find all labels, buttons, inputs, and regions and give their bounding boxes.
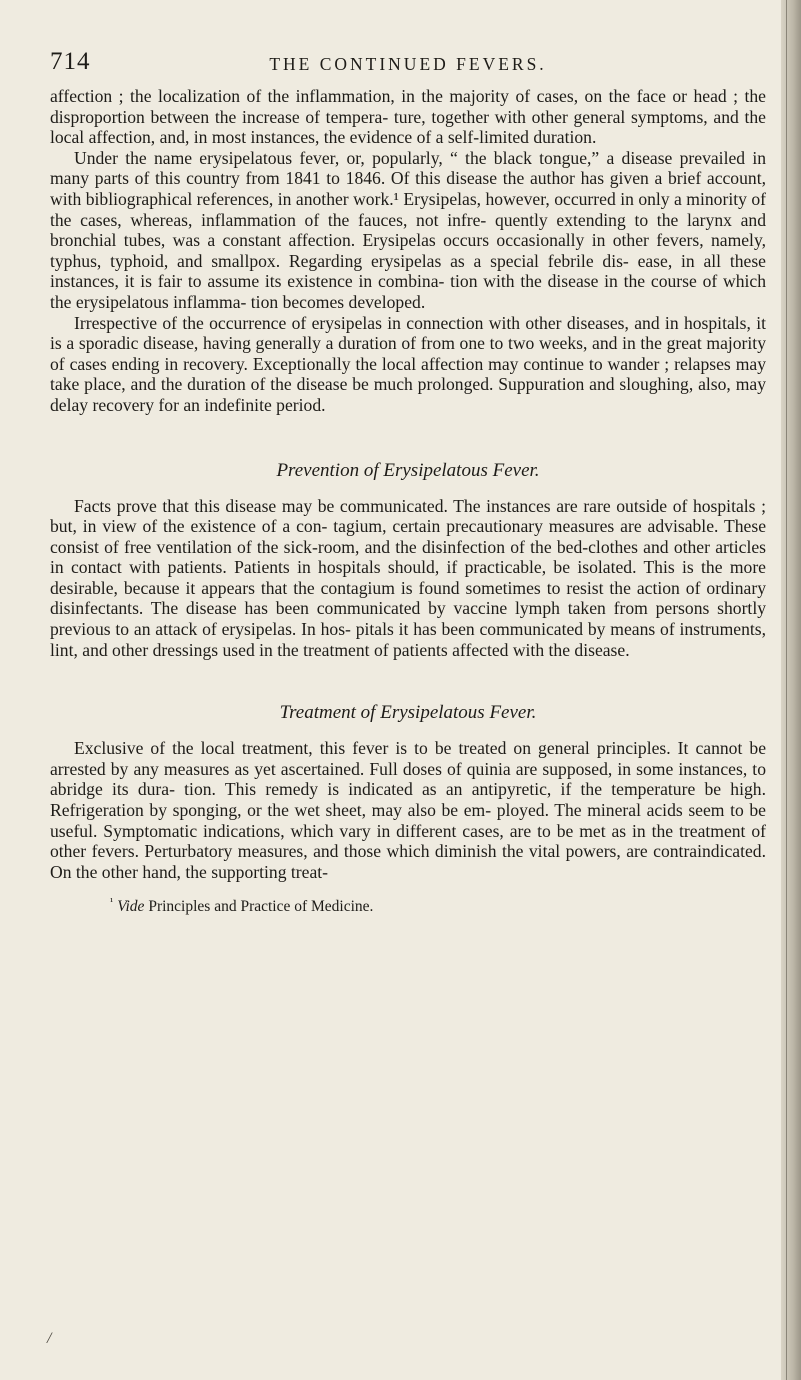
footnote-marker: ¹	[110, 896, 114, 909]
body-text	[50, 86, 766, 916]
paragraph-black-tongue: Under the name erysipelatous fever, or, popularly, “ the black tongue,” a disease prevailed in many parts of this country from 1841 to 1846. Of this disease the author has given a brief account, with bibliographical references, in another work.¹ Erysipelas, however, occurred in only a minority of the cases, whereas, inflammation of the fauces, not infre- quently extending to the larynx and bronchial tubes, was a constant affection. Erysipelas occurs occasionally in other fevers, namely, typhus, typhoid, and smallpox. Regarding erysipelas as a special febrile dis- ease, in all these instances, it is fair to assume its existence in combina- tion with the disease in the course of which the erysipelatous inflamma- tion becomes developed.	[50, 147, 766, 312]
paragraph-prevention: Facts prove that this disease may be communicated. The instances are rare outside of hospitals ; but, in view of the existence of a con- tagium, certain precautionary measures are advisable. These consist of free ventilation of the sick-room, and the disinfection of the bed-clothes and other articles in contact with patients. Patients in hospitals should, if practicable, be isolated. This is the more desirable, because it appears that the contagium is found sometimes to resist the action of ordinary disinfectants. The disease has been communicated by vaccine lymph taken from persons shortly previous to an attack of erysipelas. In hos- pitals it has been communicated by means of instruments, lint, and other dressings used in the treatment of patients affected with the disease.	[50, 495, 766, 660]
paragraph-sporadic: Irrespective of the occurrence of erysipelas in connection with other diseases, and in hospitals, it is a sporadic disease, having generally a duration of from one to two weeks, and in the great majority of cases ending in recovery. Exceptionally the local affection may continue to wander ; relapses may take place, and the duration of the disease be much prolonged. Suppuration and sloughing, also, may delay recovery for an indefinite period.	[50, 312, 766, 415]
page-edge-line	[786, 0, 787, 1380]
paragraph-treatment: Exclusive of the local treatment, this fever is to be treated on general principles. It cannot be arrested by any measures as yet ascertained. Full doses of quinia are supposed, in some instances, to abridge its dura- tion. This remedy is indicated as an antipyretic, if the temperature be high. Refrigeration by sponging, or the wet sheet, may also be em- ployed. The mineral acids seem to be useful. Symptomatic indications, which vary in different cases, are to be met as in the treatment of other fevers. Perturbatory measures, and those which diminish the vital powers, are contraindicated. On the other hand, the supporting treat-	[50, 738, 766, 882]
page-edge-shadow	[781, 0, 801, 1380]
stray-mark: /	[47, 1330, 52, 1347]
footnote-vide: Vide	[117, 898, 145, 916]
page-number: 714	[50, 48, 91, 75]
running-head: THE CONTINUED FEVERS.	[269, 54, 547, 74]
page-header	[50, 48, 766, 84]
heading-treatment: Treatment of Erysipelatous Fever.	[279, 702, 537, 724]
paragraph-continued: affection ; the localization of the inflammation, in the majority of cases, on the face or head ; the disproportion between the increase of tempera- ture, together with other general symptoms, and the local affection, and, in most instances, the evidence of a self-limited duration.	[50, 86, 766, 148]
footnote-text: Principles and Practice of Medicine.	[148, 898, 374, 916]
heading-prevention: Prevention of Erysipelatous Fever.	[276, 459, 540, 481]
footnote	[50, 898, 766, 916]
